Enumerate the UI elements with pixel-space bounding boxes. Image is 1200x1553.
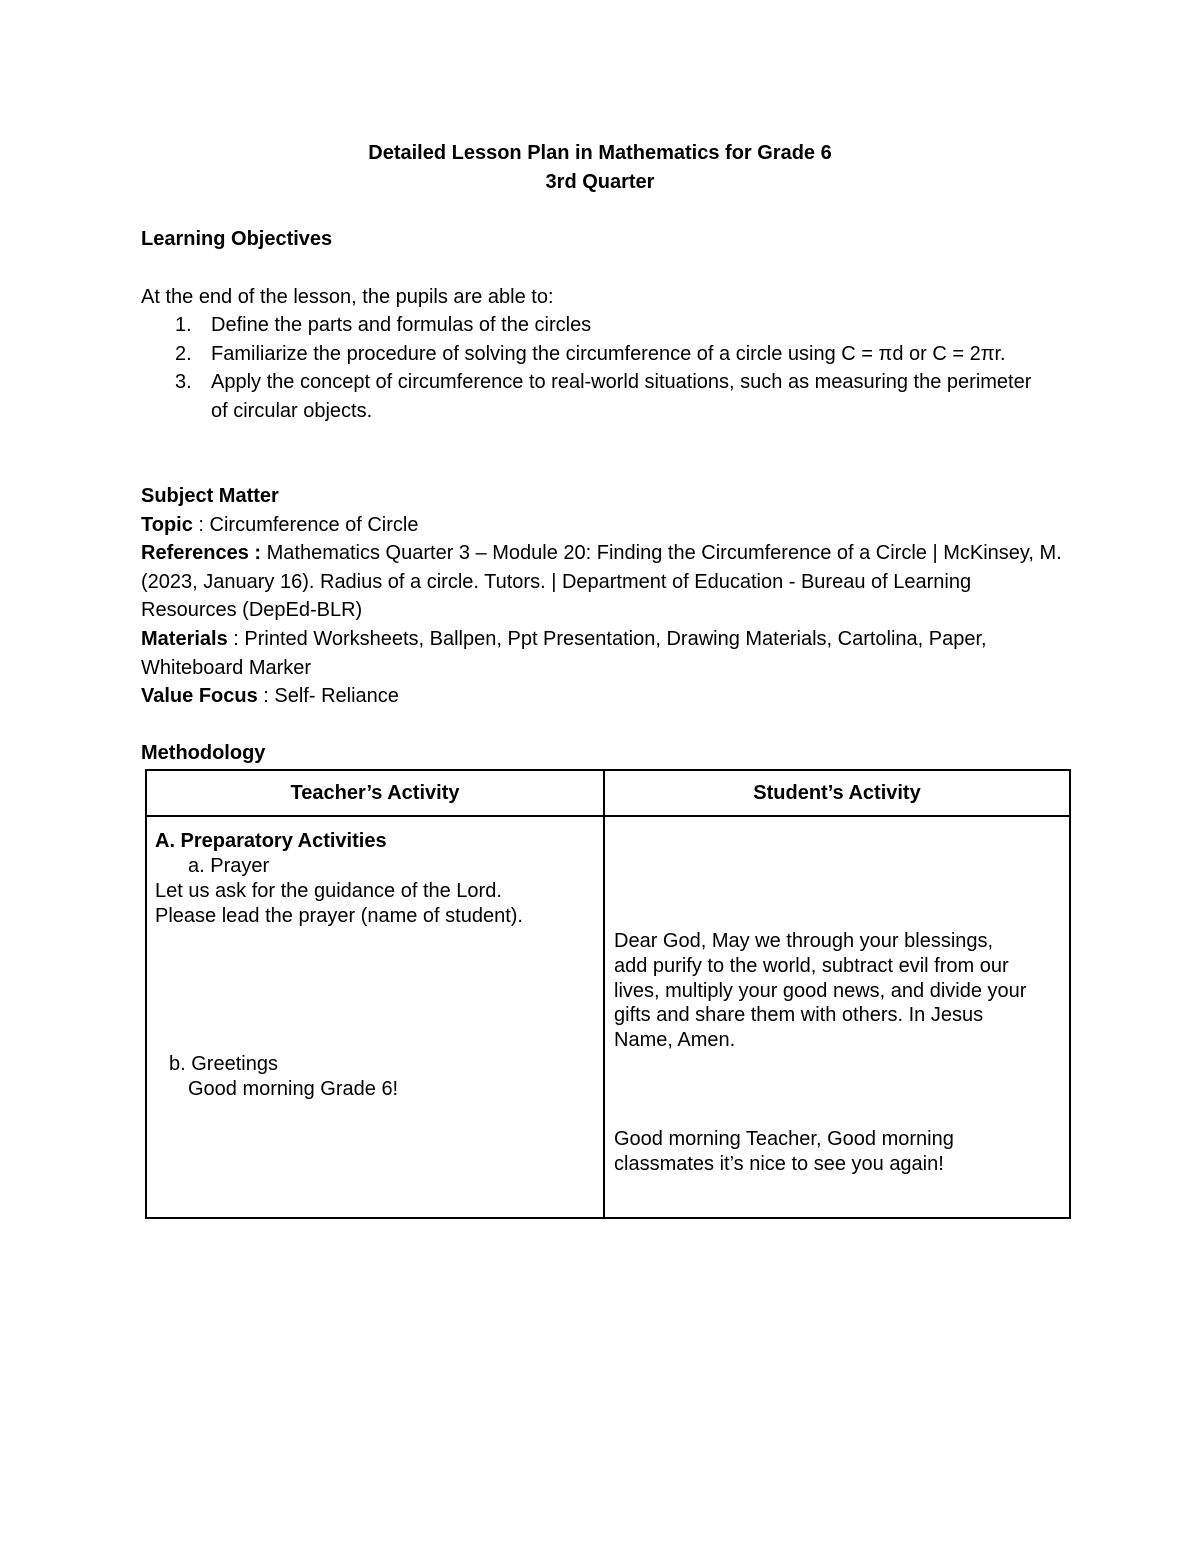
prayer-line-2: Please lead the prayer (name of student). <box>155 905 523 927</box>
methodology-table <box>145 769 1071 1219</box>
student-prayer-line: gifts and share them with others. In Jesus <box>614 1004 984 1026</box>
table-header-row <box>146 770 1070 816</box>
objective-text: Familiarize the procedure of solving the circumference of a circle using C = πd or C = 2πr. <box>211 342 1006 365</box>
objectives-heading: Learning Objectives <box>141 228 333 250</box>
student-greeting-line: Good morning Teacher, Good morning <box>614 1128 954 1150</box>
section-heading: A. Preparatory Activities <box>155 830 387 852</box>
materials-value: : Printed Worksheets, Ballpen, Ppt Presentation, Drawing Materials, Cartolina, Paper, Whiteboard Marker <box>141 628 987 679</box>
student-prayer-line: Name, Amen. <box>614 1029 736 1051</box>
references-label: References : <box>141 542 262 564</box>
student-activity-cell <box>604 816 1070 1218</box>
objective-number: 3. <box>175 371 192 393</box>
topic-label: Topic <box>141 514 193 536</box>
objective-item <box>141 340 1041 369</box>
objectives-list <box>141 311 1041 425</box>
value-focus-line <box>141 682 1071 711</box>
references-value: Mathematics Quarter 3 – Module 20: Finding the Circumference of a Circle | McKinsey, M. (2023, January 16). Radius of a circle. Tutors. | Department of Education - Bureau of Learning Resources (DepEd-BLR) <box>141 542 1062 621</box>
student-prayer-line: add purify to the world, subtract evil from our <box>614 955 1009 977</box>
table-row <box>146 816 1070 1218</box>
objective-text: Define the parts and formulas of the circles <box>211 314 592 336</box>
objective-item <box>141 311 1041 340</box>
materials-label: Materials <box>141 628 228 650</box>
prayer-line-1: Let us ask for the guidance of the Lord. <box>155 880 502 902</box>
objectives-intro: At the end of the lesson, the pupils are able to: <box>141 286 554 308</box>
references-line <box>141 539 1071 625</box>
student-prayer-line: lives, multiply your good news, and divide your <box>614 980 1027 1002</box>
value-focus-value: : Self- Reliance <box>257 685 399 707</box>
objective-number: 2. <box>175 342 192 365</box>
greetings-label: b. Greetings <box>169 1053 278 1075</box>
topic-value: : Circumference of Circle <box>192 514 419 536</box>
materials-line <box>141 625 1071 682</box>
objective-number: 1. <box>175 314 192 336</box>
teacher-activity-header: Teacher’s Activity <box>146 770 604 816</box>
student-activity-header: Student’s Activity <box>604 770 1070 816</box>
methodology-heading: Methodology <box>141 742 266 764</box>
objective-text: Apply the concept of circumference to real-world situations, such as measuring the perimeter of circular objects. <box>211 371 1032 422</box>
greetings-line: Good morning Grade 6! <box>188 1078 399 1100</box>
topic-line <box>141 511 1071 540</box>
prayer-label: a. Prayer <box>188 855 270 877</box>
document-subtitle: 3rd Quarter <box>545 171 655 193</box>
student-greeting-line: classmates it’s nice to see you again! <box>614 1153 944 1175</box>
objective-item <box>141 368 1041 425</box>
document-title: Detailed Lesson Plan in Mathematics for Grade 6 <box>368 142 832 164</box>
subject-matter-heading: Subject Matter <box>141 485 279 507</box>
value-focus-label: Value Focus <box>141 685 258 707</box>
student-prayer-line: Dear God, May we through your blessings, <box>614 930 994 952</box>
teacher-activity-cell <box>146 816 604 1218</box>
